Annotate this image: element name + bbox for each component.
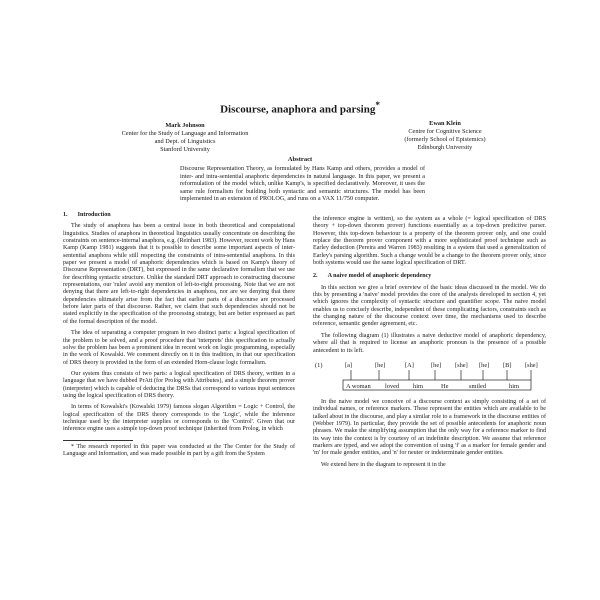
diagram-bottom-word: A woman bbox=[346, 382, 371, 390]
body-paragraph: We extend here in the diagram to represent it in the bbox=[321, 461, 446, 468]
author-affiliation-line: Stanford University bbox=[160, 146, 210, 153]
abstract-heading: Abstract bbox=[287, 156, 313, 163]
diagram-svg bbox=[313, 359, 546, 393]
section-title: A naive model of anaphoric dependency bbox=[327, 273, 432, 280]
author-name: Mark Johnson bbox=[165, 122, 205, 129]
body-paragraph: The study of anaphora has been a central issue in both theoretical and computational linguistics. Studies of anaphora in theoretical linguistics usually concentrate on describing the constraints on sentence-internal anaphora, e.g. (Reinhart 1983). However, recent work by Hans Kamp (Kamp 1981) suggests that it is possible to describe some important aspects of inter-sentential anaphora while still respecting the constraints of intra-sentential anaphora. In this paper we present a model of anaphoric dependencies which is based on Kamp's theory of Discourse Representation (DRT), but expressed in the same declarative formalism that we use for describing syntactic structure. Unlike the standard DRT approach to constructing discourse representations, our 'rules' avoid any mention of left-to-right processing. Note that we are not denying that there are left-to-right dependencies in anaphora, nor are we denying that there dependencies ultimately arise from the fact that earlier parts of a discourse are processed before later parts of that discourse. Rather, we claim that such dependencies should not be stated explicitly in the specification of the processing strategy, but are better expressed as part of the formal description of the model. bbox=[63, 223, 295, 325]
footnote-text: * The research reported in this paper was conducted at the The Center for the Study of Language and Information, and was made possible in part by a gift from the System bbox=[63, 443, 295, 457]
section-heading-naive-model bbox=[313, 273, 546, 280]
title-footnote-mark: * bbox=[375, 100, 380, 110]
diagram-word: [B] bbox=[503, 361, 512, 369]
diagram-bottom-word: smiled bbox=[469, 382, 487, 390]
diagram-word: [he] bbox=[375, 361, 386, 369]
author-affiliation-line: Centre for Cognitive Science bbox=[408, 128, 482, 135]
section-heading-introduction bbox=[63, 212, 295, 219]
section-number: 2. bbox=[313, 273, 318, 280]
section-title: Introduction bbox=[77, 212, 111, 218]
footnote-rule bbox=[63, 440, 133, 441]
body-paragraph: In the naive model we conceive of a discourse context as simply consisting of a set of individual names, or reference markers. These represent the entities which are available to be talked about in the discourse, and play a similar role to a framework in the discourse entities of (Webber 1979). In particular, they provide the set of possible antecedents for anaphoric noun phrases. We make the simplifying assumption that the only way for a reference marker to find its way into the context is by courtesy of an indefinite description. We assume that reference markers are typed, and we adopt the convention of using 'f' as a marker for female gender and 'm' for male gender entities, and 'n' for neuter or indeterminate gender entities. bbox=[313, 398, 546, 457]
author-affiliation-line: Center for the Study of Language and Information bbox=[121, 130, 249, 137]
diagram-bottom-word: him bbox=[509, 382, 519, 390]
author-name: Ewan Klein bbox=[429, 120, 461, 127]
diagram-word: [she] bbox=[525, 361, 538, 369]
abstract-text: Discourse Representation Theory, as formulated by Hans Kamp and others, provides a model of inter- and intra-sentential anaphoric dependencies in natural language. In this paper, we present a reformulation of the model which, unlike Kamp's, is specified declaratively. Moreover, it uses the same rule formalism for building both syntactic and semantic structures. The model has been implemented in an extension of PROLOG, and runs on a VAX 11/750 computer. bbox=[180, 165, 425, 203]
diagram-bottom-word: him bbox=[413, 382, 423, 390]
diagram-bottom-word: loved bbox=[385, 382, 400, 390]
diagram-box bbox=[343, 380, 531, 390]
author-block-1 bbox=[80, 122, 290, 154]
diagram-word: [he] bbox=[479, 361, 490, 369]
diagram-bottom-row bbox=[346, 383, 519, 390]
right-column bbox=[313, 216, 546, 473]
body-paragraph: the inference engine is written), so the system as a whole (= logical specification of DRS theory + top-down theorem prover) functions essentially as a top-down predictive parser. However, this top-down behaviour is a property of the theorem prover only, and one could replace the theorem prover component with a more sophisticated proof technique such as Earley deduction (Pereira and Warren 1983) resulting in a system that used a generalization of Earley's parsing algorithm. Such a change would be a change to the theorem prover only, since both systems would use the same logical specification of DRT. bbox=[313, 216, 546, 267]
diagram-word: [she] bbox=[455, 361, 468, 369]
diagram-connectors bbox=[343, 370, 531, 390]
author-affiliation-line: Edinburgh University bbox=[417, 144, 473, 151]
body-paragraph: In this section we give a brief overview of the basic ideas discussed in the model. We do this by presenting a 'naive' model provides the core of the analysis developed in section 4, yet which ignores the complexity of syntactic structure and quantifier scope. The naive model enables us to concisely describe, independent of these complicating factors, constraints such as the changing nature of the discourse context over time, the mechanisms used to describe reference, semantic gender agreement, etc. bbox=[313, 284, 546, 328]
anaphora-diagram bbox=[313, 359, 546, 393]
paper-title-text: Discourse, anaphora and parsing bbox=[220, 103, 376, 116]
diagram-word: [he] bbox=[431, 361, 442, 369]
author-affiliation-line: (formerly School of Epistemics) bbox=[404, 136, 486, 143]
author-affiliation-line: and Dept. of Linguistics bbox=[154, 138, 216, 145]
diagram-word: [A] bbox=[405, 361, 414, 369]
diagram-top-row bbox=[345, 362, 538, 369]
footnote bbox=[63, 440, 295, 458]
body-paragraph: In terms of Kowalski's (Kowalski 1979) famous slogan Algorithm = Logic + Control, the logical specification of the DRS theory corresponds to the 'Logic', while the inference technique used by the interpreter supplies or corresponds to the 'Control'. Given that our inference engine uses a simple top-down proof technique (inherited from Prolog, in which bbox=[63, 404, 295, 433]
section-number: 1. bbox=[63, 212, 68, 218]
body-paragraph: The idea of separating a computer program in two distinct parts: a logical specification of the problem to be solved, and a proof procedure that 'interprets' this specification to actually solve the problem has been a prominent idea in recent work on logic programming, especially in the work of Kowalski. We comment directly on it in this tradition, in that our specification of DRS theory is provided in the form of an extended Horn-clause logic formalism. bbox=[63, 330, 295, 366]
left-column bbox=[63, 212, 295, 458]
body-paragraph: The following diagram (1) illustrates a naive deductive model of anaphoric dependency, where all that is required to license an anaphoric pronoun is the presence of a possible antecedent to its left. bbox=[313, 332, 546, 354]
diagram-bottom-word: He bbox=[441, 382, 449, 390]
diagram-word: [a] bbox=[345, 361, 353, 369]
diagram-label: (1) bbox=[315, 361, 323, 369]
body-paragraph: Our system thus consists of two parts: a logical specification of DRS theory, written in a language that we have dubbed PrAtt (for Prolog with Attributes), and a simple theorem prover (interpreter) which is capable of deducing the DRSs that correspond to various input sentences using the logical specification of DRS theory. bbox=[63, 370, 295, 399]
paper-title bbox=[0, 100, 600, 116]
author-block-2 bbox=[340, 120, 550, 152]
